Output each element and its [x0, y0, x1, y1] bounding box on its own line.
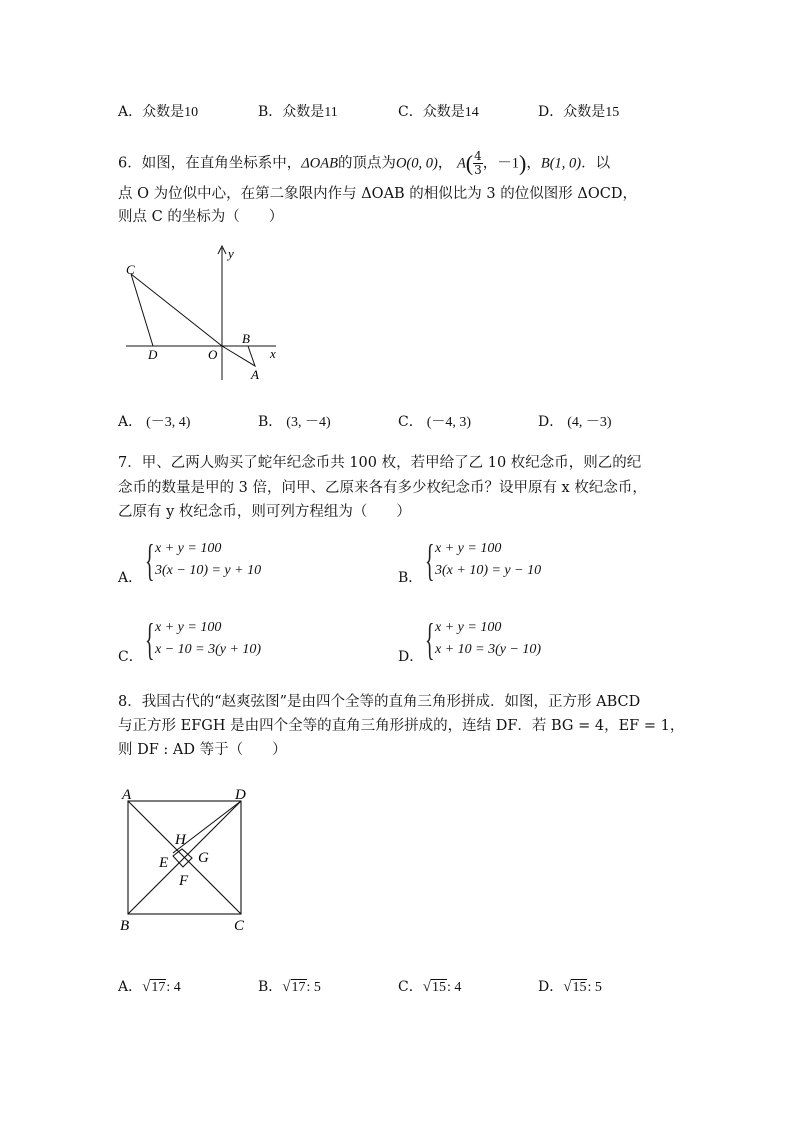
q7-option-d-label[interactable]: D． — [398, 649, 424, 665]
q7-option-a-label[interactable]: A． — [118, 570, 143, 586]
q7-option-a-system[interactable]: { x + y = 100 3(x − 10) = y + 10 — [145, 536, 262, 585]
q7-stem-line3: 乙原有 y 枚纪念币，则可列方程组为（ ） — [118, 504, 411, 520]
q7-option-b-label[interactable]: B． — [398, 570, 423, 586]
label-a: A — [251, 367, 259, 382]
sqrt-icon: √17 — [282, 979, 306, 995]
sqrt-icon: √15 — [563, 979, 587, 995]
q7-option-d-system[interactable]: { x + y = 100 x + 10 = 3(y − 10) — [425, 615, 542, 664]
label-b: B — [120, 918, 130, 934]
q8-option-d[interactable]: D．√15: 5 — [538, 979, 602, 995]
q6-figure — [118, 240, 288, 385]
label-a: A — [122, 787, 132, 803]
triangle-oab — [222, 346, 255, 366]
label-b: B — [242, 331, 250, 346]
label-c: C — [234, 918, 245, 934]
q5-option-b[interactable]: B．众数是11 — [258, 104, 338, 120]
q6-option-a[interactable]: A． (－3, 4) — [118, 414, 191, 430]
sqrt-icon: √15 — [422, 979, 446, 995]
q8-stem-line3: 则 DF : AD 等于（ ） — [118, 742, 287, 758]
label-d: D — [148, 347, 158, 362]
q6-a-fraction: $\frac{4}{3}$ — [474, 149, 482, 177]
q7-stem-line1: 7．甲、乙两人购买了蛇年纪念币共 100 枚，若甲给了乙 10 枚纪念币，则乙的纪 — [118, 455, 642, 471]
label-d: D — [235, 787, 246, 803]
label-c: C — [126, 262, 135, 277]
q6-option-c[interactable]: C． (－4, 3) — [398, 414, 472, 430]
q6-stem-line2: 点 O 为位似中心，在第二象限内作与 ΔOAB 的相似比为 3 的位似图形 ΔOCD， — [118, 186, 637, 202]
q8-option-a[interactable]: A．√17: 4 — [118, 979, 181, 995]
q5-option-d[interactable]: D．众数是15 — [538, 104, 620, 120]
q5-option-c[interactable]: C．众数是14 — [398, 104, 479, 120]
triangle-ocd — [131, 274, 222, 346]
q5-option-a[interactable]: A．众数是10 — [118, 104, 199, 120]
q7-option-b-system[interactable]: { x + y = 100 3(x + 10) = y − 10 — [425, 536, 542, 585]
label-g: G — [198, 850, 209, 866]
q6-stem-line1: 6．如图，在直角坐标系中，ΔOAB的顶点为O(0, 0)， A( $\frac{4}{3}$ ，－1)，B(1, 0)．以 — [118, 149, 611, 177]
q8-stem-line2: 与正方形 EFGH 是由四个全等的直角三角形拼成的，连结 DF．若 BG = 4，EF = 1， — [118, 718, 685, 734]
q8-option-b[interactable]: B．√17: 5 — [258, 979, 321, 995]
label-f: F — [179, 873, 189, 889]
q7-option-c-system[interactable]: { x + y = 100 x − 10 = 3(y + 10) — [145, 615, 262, 664]
q7-stem-line2: 念币的数量是甲的 3 倍，问甲、乙原来各有多少枚纪念币？设甲原有 x 枚纪念币， — [118, 480, 647, 496]
label-h: H — [175, 832, 186, 848]
square-efgh — [173, 849, 192, 867]
q7-option-c-label[interactable]: C． — [118, 649, 143, 665]
q6-stem-line3: 则点 C 的坐标为（ ） — [118, 209, 284, 225]
label-e: E — [159, 855, 169, 871]
sqrt-icon: √17 — [142, 979, 166, 995]
q8-stem-line1: 8．我国古代的“赵爽弦图”是由四个全等的直角三角形拼成．如图，正方形 ABCD — [118, 694, 641, 710]
q6-option-b[interactable]: B． (3, －4) — [258, 414, 331, 430]
label-x: x — [270, 346, 276, 361]
q8-option-c[interactable]: C．√15: 4 — [398, 979, 462, 995]
q6-option-d[interactable]: D． (4, －3) — [538, 414, 612, 430]
q8-figure — [115, 782, 260, 937]
label-y: y — [228, 246, 234, 261]
label-o: O — [208, 347, 218, 362]
